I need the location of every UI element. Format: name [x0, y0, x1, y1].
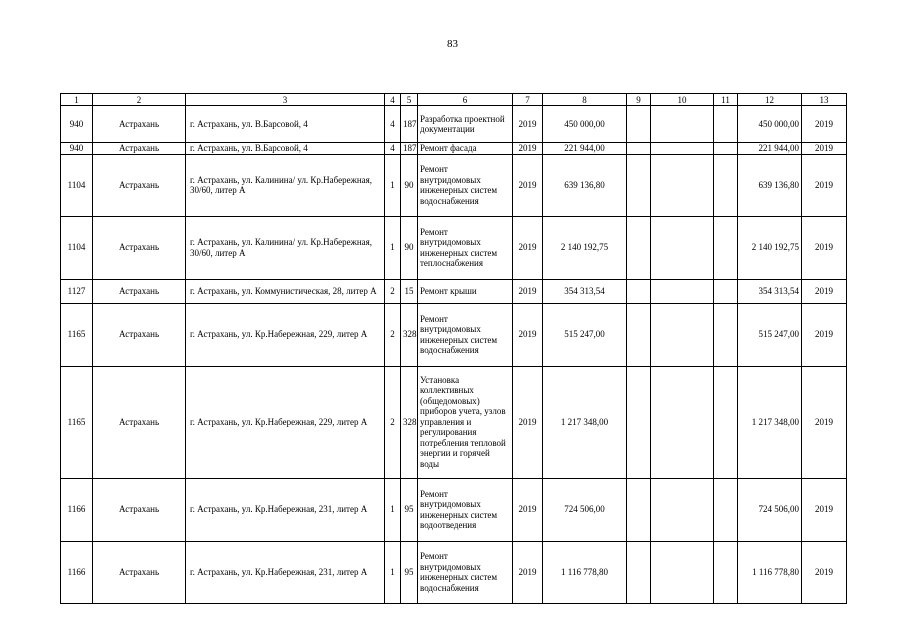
col-header-13: 13: [802, 94, 847, 106]
cell-id: 1165: [61, 303, 93, 366]
cell-address: г. Астрахань, ул. В.Барсовой, 4: [186, 106, 385, 143]
cell-col9: [627, 216, 651, 279]
cell-year: 2019: [513, 279, 543, 303]
cell-col5: 95: [401, 478, 418, 541]
cell-address: г. Астрахань, ул. Калинина/ ул. Кр.Набережная, 30/60, литер А: [186, 154, 385, 216]
cell-col9: [627, 154, 651, 216]
col-header-12: 12: [738, 94, 802, 106]
cell-amount: 515 247,00: [543, 303, 627, 366]
cell-col12: 1 217 348,00: [738, 366, 802, 478]
cell-city: Астрахань: [93, 478, 186, 541]
cell-col5: 328: [401, 366, 418, 478]
cell-col11: [714, 279, 738, 303]
cell-col10: [651, 366, 714, 478]
cell-col13: 2019: [802, 541, 847, 603]
cell-col4: 1: [385, 216, 401, 279]
cell-address: г. Астрахань, ул. Коммунистическая, 28, литер А: [186, 279, 385, 303]
cell-year: 2019: [513, 154, 543, 216]
cell-id: 1104: [61, 154, 93, 216]
cell-address: г. Астрахань, ул. Кр.Набережная, 229, литер А: [186, 366, 385, 478]
cell-address: г. Астрахань, ул. Калинина/ ул. Кр.Набережная, 30/60, литер А: [186, 216, 385, 279]
cell-col11: [714, 541, 738, 603]
cell-address: г. Астрахань, ул. Кр.Набережная, 231, литер А: [186, 478, 385, 541]
cell-col4: 1: [385, 478, 401, 541]
cell-col11: [714, 143, 738, 155]
cell-work-type: Ремонт внутридомовых инженерных систем водоснабжения: [418, 303, 513, 366]
cell-amount: 1 217 348,00: [543, 366, 627, 478]
cell-city: Астрахань: [93, 154, 186, 216]
cell-city: Астрахань: [93, 216, 186, 279]
cell-id: 1165: [61, 366, 93, 478]
cell-col5: 95: [401, 541, 418, 603]
cell-address: г. Астрахань, ул. Кр.Набережная, 229, литер А: [186, 303, 385, 366]
cell-col9: [627, 143, 651, 155]
cell-id: 940: [61, 106, 93, 143]
cell-year: 2019: [513, 303, 543, 366]
col-header-10: 10: [651, 94, 714, 106]
cell-id: 1166: [61, 478, 93, 541]
cell-col9: [627, 106, 651, 143]
cell-address: г. Астрахань, ул. В.Барсовой, 4: [186, 143, 385, 155]
col-header-7: 7: [513, 94, 543, 106]
cell-work-type: Разработка проектной документации: [418, 106, 513, 143]
cell-amount: 354 313,54: [543, 279, 627, 303]
cell-year: 2019: [513, 366, 543, 478]
cell-col4: 1: [385, 541, 401, 603]
cell-work-type: Ремонт внутридомовых инженерных систем водоотведения: [418, 478, 513, 541]
cell-col12: 354 313,54: [738, 279, 802, 303]
cell-city: Астрахань: [93, 541, 186, 603]
cell-col10: [651, 279, 714, 303]
cell-col12: 1 116 778,80: [738, 541, 802, 603]
cell-amount: 1 116 778,80: [543, 541, 627, 603]
cell-col10: [651, 216, 714, 279]
cell-col12: 221 944,00: [738, 143, 802, 155]
col-header-5: 5: [401, 94, 418, 106]
cell-year: 2019: [513, 216, 543, 279]
cell-city: Астрахань: [93, 143, 186, 155]
cell-city: Астрахань: [93, 303, 186, 366]
table-body: [61, 106, 847, 604]
col-header-4: 4: [385, 94, 401, 106]
header-row: [61, 94, 847, 106]
table-row: [61, 478, 847, 541]
cell-year: 2019: [513, 106, 543, 143]
cell-work-type: Ремонт фасада: [418, 143, 513, 155]
cell-col4: 1: [385, 154, 401, 216]
cell-col5: 90: [401, 216, 418, 279]
cell-col4: 2: [385, 366, 401, 478]
cell-col10: [651, 541, 714, 603]
cell-col9: [627, 279, 651, 303]
table-row: [61, 366, 847, 478]
cell-work-type: Ремонт внутридомовых инженерных систем водоснабжения: [418, 541, 513, 603]
cell-work-type: Ремонт внутридомовых инженерных систем водоснабжения: [418, 154, 513, 216]
cell-id: 1166: [61, 541, 93, 603]
table-row: [61, 154, 847, 216]
cell-col13: 2019: [802, 279, 847, 303]
cell-col11: [714, 366, 738, 478]
cell-col13: 2019: [802, 106, 847, 143]
cell-col13: 2019: [802, 143, 847, 155]
cell-col12: 639 136,80: [738, 154, 802, 216]
col-header-6: 6: [418, 94, 513, 106]
cell-col13: 2019: [802, 478, 847, 541]
cell-city: Астрахань: [93, 279, 186, 303]
cell-work-type: Ремонт крыши: [418, 279, 513, 303]
col-header-11: 11: [714, 94, 738, 106]
cell-id: 1104: [61, 216, 93, 279]
cell-col9: [627, 541, 651, 603]
cell-col4: 2: [385, 303, 401, 366]
cell-col5: 187: [401, 106, 418, 143]
cell-col10: [651, 478, 714, 541]
cell-col9: [627, 366, 651, 478]
table-row: [61, 279, 847, 303]
col-header-8: 8: [543, 94, 627, 106]
cell-id: 1127: [61, 279, 93, 303]
cell-col11: [714, 216, 738, 279]
cell-col12: 450 000,00: [738, 106, 802, 143]
table-row: [61, 303, 847, 366]
cell-col5: 328: [401, 303, 418, 366]
cell-col9: [627, 478, 651, 541]
cell-id: 940: [61, 143, 93, 155]
table-row: [61, 143, 847, 155]
cell-col12: 2 140 192,75: [738, 216, 802, 279]
cell-col5: 90: [401, 154, 418, 216]
cell-work-type: Установка коллективных (общедомовых) приборов учета, узлов управления и регулирования потребления тепловой энергии и горячей воды: [418, 366, 513, 478]
cell-col13: 2019: [802, 154, 847, 216]
cell-col5: 187: [401, 143, 418, 155]
col-header-2: 2: [93, 94, 186, 106]
cell-amount: 2 140 192,75: [543, 216, 627, 279]
cell-address: г. Астрахань, ул. Кр.Набережная, 231, литер А: [186, 541, 385, 603]
cell-col11: [714, 106, 738, 143]
cell-year: 2019: [513, 478, 543, 541]
col-header-1: 1: [61, 94, 93, 106]
cell-amount: 450 000,00: [543, 106, 627, 143]
cell-col11: [714, 154, 738, 216]
cell-year: 2019: [513, 541, 543, 603]
cell-col11: [714, 478, 738, 541]
col-header-9: 9: [627, 94, 651, 106]
cell-col9: [627, 303, 651, 366]
cell-col13: 2019: [802, 303, 847, 366]
cell-col10: [651, 154, 714, 216]
table-row: [61, 216, 847, 279]
cell-col10: [651, 106, 714, 143]
cell-col4: 4: [385, 106, 401, 143]
cell-city: Астрахань: [93, 366, 186, 478]
repair-table: [60, 93, 847, 604]
cell-col12: 515 247,00: [738, 303, 802, 366]
cell-col13: 2019: [802, 366, 847, 478]
cell-work-type: Ремонт внутридомовых инженерных систем теплоснабжения: [418, 216, 513, 279]
cell-amount: 724 506,00: [543, 478, 627, 541]
cell-col4: 2: [385, 279, 401, 303]
page-number: 83: [447, 38, 458, 50]
cell-col11: [714, 303, 738, 366]
cell-city: Астрахань: [93, 106, 186, 143]
cell-amount: 221 944,00: [543, 143, 627, 155]
cell-col12: 724 506,00: [738, 478, 802, 541]
table-row: [61, 106, 847, 143]
col-header-3: 3: [186, 94, 385, 106]
table-row: [61, 541, 847, 603]
cell-year: 2019: [513, 143, 543, 155]
cell-col5: 15: [401, 279, 418, 303]
cell-col10: [651, 303, 714, 366]
cell-col10: [651, 143, 714, 155]
cell-amount: 639 136,80: [543, 154, 627, 216]
cell-col13: 2019: [802, 216, 847, 279]
cell-col4: 4: [385, 143, 401, 155]
